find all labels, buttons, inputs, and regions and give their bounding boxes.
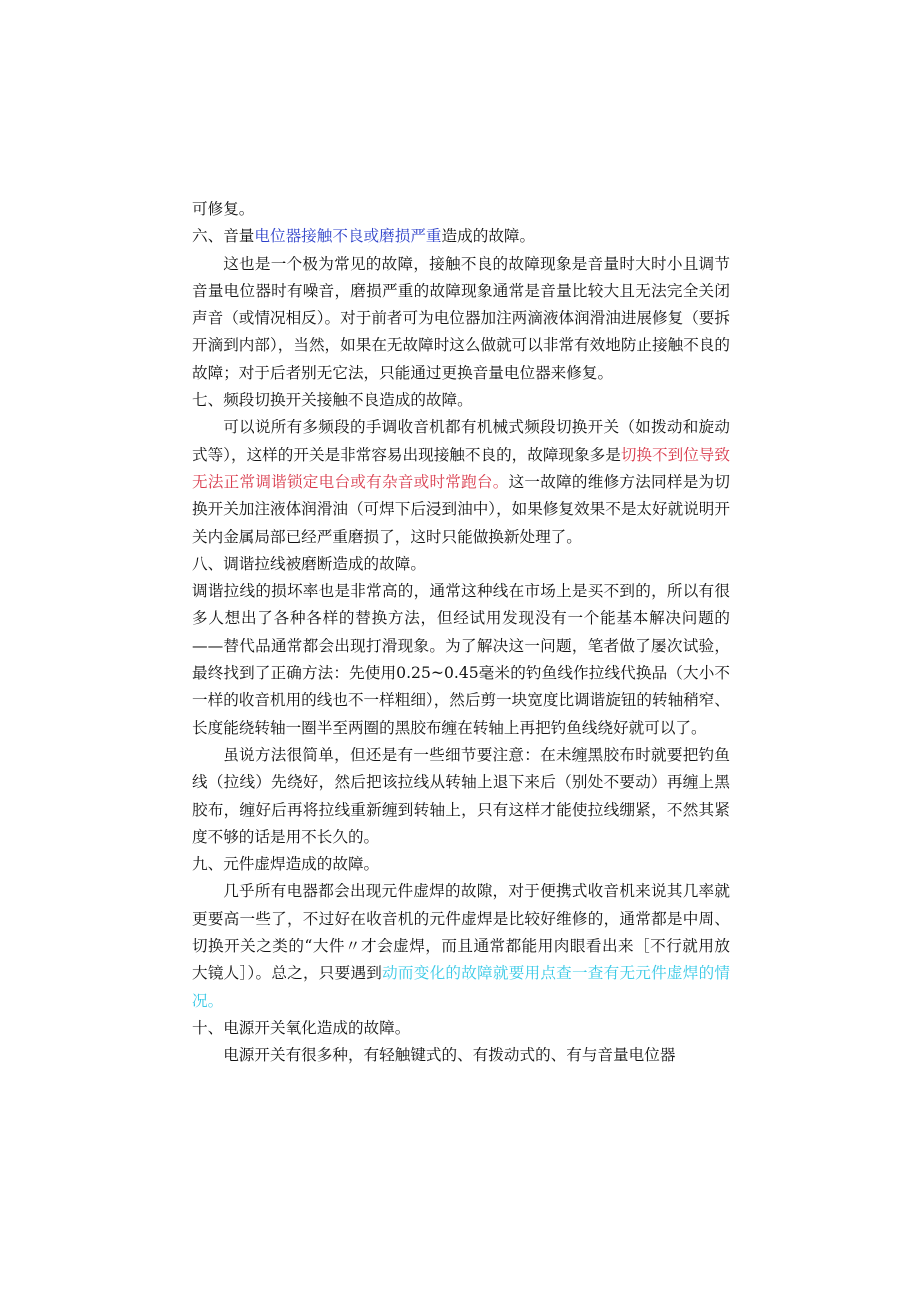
section-9-highlight: 动而变化的故障就要用点查一查有无元件虚焊的情况。 (192, 964, 730, 1010)
section-8-paragraph-2: 虽说方法很简单，但还是有一些细节要注意：在未缠黑胶布时就要把钓鱼线（拉线）先绕好，然后把该拉线从转轴上退下来后（别处不要动）再缠上黑胶布，缠好后再将拉线重新缠到转轴上，只有这样才能使拉线绷紧，不然其紧度不够的话是用不长久的。 (192, 745, 730, 846)
section-7-highlight: 切换不到位导致无法正常调谐锁定电台或有杂音或时常跑台。 (192, 445, 730, 491)
section-9-paragraph (192, 878, 730, 1014)
section-heading-6 (192, 223, 730, 250)
heading-6-highlight: 电位器接触不良或磨损严重 (254, 227, 442, 246)
section-heading-10: 十、电源开关氧化造成的故障。 (192, 1018, 411, 1037)
section-6-paragraph: 这也是一个极为常见的故障，接触不良的故障现象是音量时大时小且调节音量电位器时有噪音，磨损严重的故障现象通常是音量比较大且无法完全关闭声音（或情况相反）。对于前者可为电位器加注两滴液体润滑油进展修复（要拆开滴到内部），当然，如果在无故障时这么做就可以非常有效地防止接触不良的故障；对于后者别无它法，只能通过更换音量电位器来修复。 (192, 254, 730, 382)
section-7-text-after: 这一故障的维修方法同样是为切换开关加注液体润滑油（可焊下后浸到油中），如果修复效果不是太好就说明开关内金属局部已经严重磨损了，这时只能做换新处理了。 (192, 472, 730, 546)
section-7-paragraph (192, 414, 730, 550)
document-page (192, 196, 730, 1070)
section-10-paragraph: 电源开关有很多种，有轻触键式的、有拨动式的、有与音量电位器 (223, 1046, 676, 1065)
section-heading-9: 九、元件虚焊造成的故障。 (192, 855, 380, 874)
section-8-paragraph-1: 调谐拉线的损坏率也是非常高的，通常这种线在市场上是买不到的，所以有很多人想出了各种各样的替换方法，但经试用发现没有一个能基本解决问题的——替代品通常都会出现打滑现象。为了解决这一问题，笔者做了屡次试验，最终找到了正确方法：先使用0.25~0.45毫米的钓鱼线作拉线代换品（大小不一样的收音机用的线也不一样粗细），然后剪一块宽度比调谐旋钮的转轴稍窄、长度能绕转轴一圈半至两圈的黑胶布缠在转轴上再把钓鱼线绕好就可以了。 (192, 582, 730, 737)
heading-6-prefix: 六、音量 (192, 227, 255, 246)
section-7-text-before: 可以说所有多频段的手调收音机都有机械式频段切换开关（如拨动和旋动式等），这样的开关是非常容易出现接触不良的，故障现象多是 (192, 418, 730, 464)
heading-6-suffix: 造成的故障。 (441, 227, 536, 246)
section-heading-7: 七、频段切换开关接触不良造成的故障。 (192, 391, 473, 410)
continued-paragraph: 可修复。 (192, 200, 255, 218)
section-9-text-before: 几乎所有电器都会出现元件虚焊的故隙，对于便携式收音机来说其几率就更要高一些了，不过好在收音机的元件虚焊是比较好维修的，通常都是中周、切换开关之类的“大件〃才会虚焊，而且通常都能用肉眼看出来［不行就用放大镜人］）。总之，只要遇到 (192, 882, 730, 983)
section-heading-8: 八、调谐拉线被磨断造成的故障。 (192, 554, 426, 573)
